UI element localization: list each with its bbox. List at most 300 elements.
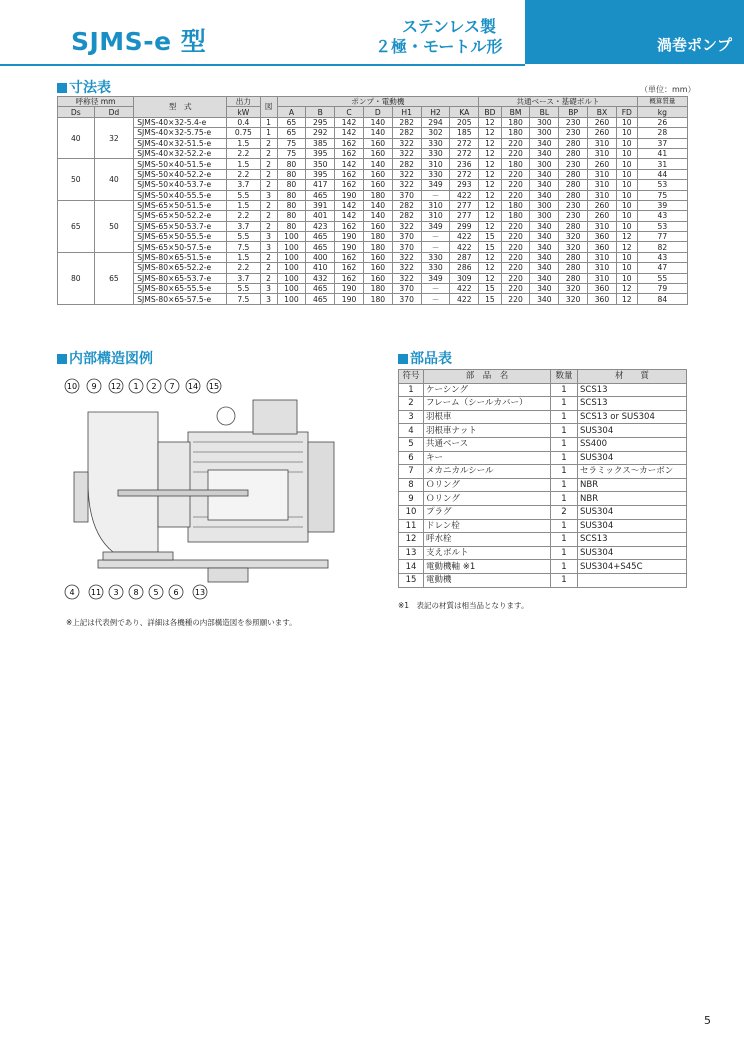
table-cell: 2	[260, 169, 277, 179]
table-cell: 310	[588, 252, 617, 262]
dimensions-table	[57, 96, 688, 305]
model-cell: SJMS-40×32-52.2-e	[134, 148, 227, 158]
table-cell: 12	[479, 273, 501, 283]
subtitle-material: ステンレス製	[402, 17, 497, 36]
table-row	[58, 138, 688, 148]
dim-col-header: BM	[501, 107, 530, 117]
table-cell: 230	[559, 200, 588, 210]
table-cell: 180	[363, 190, 392, 200]
part-material: SUS304	[578, 451, 687, 465]
table-cell: 220	[501, 242, 530, 252]
table-cell: 10	[616, 128, 637, 138]
nominal-dd: 50	[94, 200, 134, 252]
dim-col-header: H1	[392, 107, 421, 117]
table-cell: 286	[450, 263, 479, 273]
table-row	[399, 451, 687, 465]
part-material: セラミックス～カーボン	[578, 465, 687, 479]
part-material: SUS304	[578, 546, 687, 560]
table-cell: 10	[616, 169, 637, 179]
square-bullet-icon	[398, 354, 408, 364]
table-cell: 302	[421, 128, 450, 138]
table-cell: 7.5	[227, 294, 260, 304]
table-row	[58, 159, 688, 169]
table-cell: 10	[616, 273, 637, 283]
table-cell: 360	[588, 294, 617, 304]
callout-label: 3	[113, 588, 119, 597]
part-code: 1	[399, 383, 424, 397]
parts-header-material: 材 質	[578, 370, 687, 384]
table-cell: 160	[363, 263, 392, 273]
table-cell: 142	[335, 211, 364, 221]
part-name: フレーム（シールカバー）	[424, 397, 551, 411]
model-cell: SJMS-80×65-51.5-e	[134, 252, 227, 262]
dim-col-header: BP	[559, 107, 588, 117]
part-name: キー	[424, 451, 551, 465]
model-cell: SJMS-40×32-5.4-e	[134, 117, 227, 127]
table-cell: 180	[363, 294, 392, 304]
table-cell: 370	[392, 294, 421, 304]
part-qty: 2	[551, 505, 578, 519]
table-cell: 80	[277, 169, 306, 179]
callout-label: 15	[208, 382, 220, 391]
subtitle-type: ２極・モートル形	[375, 37, 503, 56]
part-name: メカニカルシール	[424, 465, 551, 479]
part-material: SUS304	[578, 505, 687, 519]
table-cell: 15	[479, 242, 501, 252]
part-name: 呼水栓	[424, 533, 551, 547]
table-cell: 84	[637, 294, 687, 304]
table-cell: 1.5	[227, 138, 260, 148]
table-row	[58, 242, 688, 252]
table-cell: 160	[363, 169, 392, 179]
callout-label: 14	[187, 382, 199, 391]
model-cell: SJMS-50×40-53.7-e	[134, 180, 227, 190]
callout-label: 5	[153, 588, 159, 597]
table-row	[399, 560, 687, 574]
table-cell: 2	[260, 263, 277, 273]
table-cell: －	[421, 242, 450, 252]
table-cell: 53	[637, 221, 687, 231]
part-code: 9	[399, 492, 424, 506]
table-cell: 39	[637, 200, 687, 210]
part-code: 4	[399, 424, 424, 438]
table-row	[58, 148, 688, 158]
table-cell: 220	[501, 263, 530, 273]
table-cell: 309	[450, 273, 479, 283]
table-cell: 140	[363, 159, 392, 169]
table-cell: 140	[363, 200, 392, 210]
model-cell: SJMS-65×50-57.5-e	[134, 242, 227, 252]
table-cell: 220	[501, 273, 530, 283]
parts-heading-text: 部品表	[410, 351, 452, 367]
table-cell: 360	[588, 284, 617, 294]
table-cell: 31	[637, 159, 687, 169]
table-cell: 162	[335, 169, 364, 179]
table-cell: 15	[479, 294, 501, 304]
model-cell: SJMS-50×40-55.5-e	[134, 190, 227, 200]
structure-heading-text: 内部構造図例	[69, 351, 153, 367]
table-row	[58, 180, 688, 190]
table-cell: 370	[392, 190, 421, 200]
table-cell: 10	[616, 252, 637, 262]
table-cell: 15	[479, 284, 501, 294]
table-cell: 360	[588, 242, 617, 252]
table-row	[58, 190, 688, 200]
table-cell: 160	[363, 221, 392, 231]
table-cell: －	[421, 284, 450, 294]
part-material: SUS304	[578, 519, 687, 533]
table-cell: 422	[450, 242, 479, 252]
table-cell: 220	[501, 232, 530, 242]
callout-label: 9	[91, 382, 97, 391]
table-cell: 260	[588, 200, 617, 210]
table-cell: 12	[479, 128, 501, 138]
table-cell: 3.7	[227, 180, 260, 190]
table-cell: 162	[335, 263, 364, 273]
table-cell: 3	[260, 294, 277, 304]
table-cell: 12	[479, 211, 501, 221]
table-cell: 465	[306, 242, 335, 252]
part-code: 6	[399, 451, 424, 465]
nominal-dd: 32	[94, 117, 134, 159]
table-cell: 417	[306, 180, 335, 190]
parts-header-code: 符号	[399, 370, 424, 384]
table-cell: 272	[450, 148, 479, 158]
table-cell: 330	[421, 169, 450, 179]
table-cell: 300	[530, 211, 559, 221]
table-cell: 41	[637, 148, 687, 158]
table-cell: 43	[637, 252, 687, 262]
table-cell: 162	[335, 221, 364, 231]
table-cell: 10	[616, 138, 637, 148]
table-cell: 320	[559, 242, 588, 252]
table-row	[58, 169, 688, 179]
table-cell: 5.5	[227, 232, 260, 242]
table-cell: 10	[616, 180, 637, 190]
table-cell: 80	[277, 200, 306, 210]
callout-label: 2	[151, 382, 157, 391]
callout-label: 4	[69, 588, 75, 597]
table-cell: 423	[306, 221, 335, 231]
table-cell: 75	[277, 148, 306, 158]
table-cell: 82	[637, 242, 687, 252]
parts-footnote: ※1 表記の材質は相当品となります。	[398, 601, 529, 610]
part-qty: 1	[551, 519, 578, 533]
table-cell: 360	[588, 232, 617, 242]
table-cell: 280	[559, 169, 588, 179]
part-code: 3	[399, 410, 424, 424]
table-cell: 180	[501, 211, 530, 221]
table-cell: 465	[306, 284, 335, 294]
table-cell: 12	[616, 294, 637, 304]
part-qty: 1	[551, 560, 578, 574]
table-cell: 65	[277, 128, 306, 138]
table-cell: 220	[501, 294, 530, 304]
header-pump-motor: ポンプ・電動機	[277, 97, 479, 107]
table-cell: 395	[306, 148, 335, 158]
nominal-ds: 40	[58, 117, 95, 159]
table-cell: 180	[363, 232, 392, 242]
part-name: ケーシング	[424, 383, 551, 397]
table-row	[399, 424, 687, 438]
table-cell: 299	[450, 221, 479, 231]
part-qty: 1	[551, 465, 578, 479]
table-cell: 320	[559, 294, 588, 304]
model-cell: SJMS-40×32-51.5-e	[134, 138, 227, 148]
table-cell: 12	[479, 117, 501, 127]
table-row	[58, 232, 688, 242]
table-cell: 0.75	[227, 128, 260, 138]
table-cell: 340	[530, 180, 559, 190]
table-cell: 3	[260, 242, 277, 252]
parts-heading	[398, 348, 452, 368]
model-cell: SJMS-65×50-55.5-e	[134, 232, 227, 242]
table-cell: 322	[392, 263, 421, 273]
table-cell: 280	[559, 138, 588, 148]
table-cell: 79	[637, 284, 687, 294]
callout-label: 6	[173, 588, 179, 597]
table-cell: 55	[637, 273, 687, 283]
part-qty: 1	[551, 533, 578, 547]
table-cell: 80	[277, 180, 306, 190]
table-cell: 142	[335, 117, 364, 127]
table-cell: 43	[637, 211, 687, 221]
table-cell: 220	[501, 221, 530, 231]
table-cell: 180	[501, 117, 530, 127]
table-row	[399, 533, 687, 547]
table-cell: 340	[530, 242, 559, 252]
table-cell: 220	[501, 148, 530, 158]
table-cell: －	[421, 232, 450, 242]
table-cell: 320	[559, 284, 588, 294]
table-cell: 190	[335, 294, 364, 304]
table-cell: 65	[277, 117, 306, 127]
table-cell: 349	[421, 273, 450, 283]
table-cell: 260	[588, 159, 617, 169]
table-cell: 160	[363, 252, 392, 262]
table-cell: 280	[559, 273, 588, 283]
part-name: Ｏリング	[424, 478, 551, 492]
table-cell: 53	[637, 180, 687, 190]
table-cell: 1.5	[227, 200, 260, 210]
callout-label: 10	[66, 382, 78, 391]
table-cell: 1	[260, 117, 277, 127]
table-cell: 180	[501, 200, 530, 210]
part-name: ドレン栓	[424, 519, 551, 533]
table-cell: 28	[637, 128, 687, 138]
table-cell: 320	[559, 232, 588, 242]
table-cell: 180	[363, 242, 392, 252]
table-cell: 10	[616, 148, 637, 158]
table-cell: 340	[530, 252, 559, 262]
part-material: SS400	[578, 437, 687, 451]
square-bullet-icon	[57, 83, 67, 93]
table-cell: 465	[306, 190, 335, 200]
part-qty: 1	[551, 546, 578, 560]
part-material: SCS13	[578, 533, 687, 547]
table-cell: 180	[501, 159, 530, 169]
table-cell: 142	[335, 200, 364, 210]
table-cell: 300	[530, 128, 559, 138]
dim-col-header: A	[277, 107, 306, 117]
table-cell: 300	[530, 200, 559, 210]
table-cell: 280	[559, 190, 588, 200]
table-row	[399, 519, 687, 533]
square-bullet-icon	[57, 354, 67, 364]
table-cell: 44	[637, 169, 687, 179]
table-cell: 100	[277, 284, 306, 294]
table-cell: 75	[277, 138, 306, 148]
header-rule	[0, 64, 525, 66]
table-cell: 322	[392, 252, 421, 262]
table-cell: 277	[450, 211, 479, 221]
table-cell: 340	[530, 232, 559, 242]
part-name: 共通ベース	[424, 437, 551, 451]
part-material: NBR	[578, 478, 687, 492]
category-banner	[525, 0, 744, 64]
table-cell: 330	[421, 263, 450, 273]
dim-col-header: B	[306, 107, 335, 117]
part-name: 羽根車ナット	[424, 424, 551, 438]
table-cell: 340	[530, 138, 559, 148]
header-figure: 図	[260, 97, 277, 118]
part-code: 2	[399, 397, 424, 411]
table-cell: 465	[306, 232, 335, 242]
table-cell: 12	[479, 148, 501, 158]
table-cell: 190	[335, 242, 364, 252]
table-cell: 10	[616, 211, 637, 221]
table-cell: 465	[306, 294, 335, 304]
table-cell: 77	[637, 232, 687, 242]
table-row	[58, 221, 688, 231]
table-cell: 422	[450, 190, 479, 200]
dim-col-header: BD	[479, 107, 501, 117]
table-cell: 280	[559, 263, 588, 273]
table-cell: 12	[616, 232, 637, 242]
table-cell: 422	[450, 232, 479, 242]
table-cell: 280	[559, 252, 588, 262]
table-cell: 162	[335, 180, 364, 190]
table-cell: 12	[479, 159, 501, 169]
page-title: SJMS-e 型	[71, 27, 207, 56]
table-cell: 2	[260, 211, 277, 221]
table-cell: 310	[588, 221, 617, 231]
table-cell: 230	[559, 128, 588, 138]
model-cell: SJMS-65×50-52.2-e	[134, 211, 227, 221]
table-cell: 295	[306, 117, 335, 127]
table-cell: 340	[530, 190, 559, 200]
part-code: 11	[399, 519, 424, 533]
table-cell: 1.5	[227, 252, 260, 262]
table-cell: 340	[530, 169, 559, 179]
table-cell: 5.5	[227, 284, 260, 294]
part-material: SCS13 or SUS304	[578, 410, 687, 424]
table-cell: 162	[335, 252, 364, 262]
model-cell: SJMS-40×32-5.75-e	[134, 128, 227, 138]
table-cell: 340	[530, 221, 559, 231]
table-row	[399, 397, 687, 411]
nominal-ds: 80	[58, 252, 95, 304]
table-cell: 220	[501, 284, 530, 294]
table-cell: 280	[559, 180, 588, 190]
table-row	[399, 465, 687, 479]
table-cell: 10	[616, 263, 637, 273]
table-cell: 322	[392, 148, 421, 158]
table-row	[399, 383, 687, 397]
parts-table	[398, 369, 687, 588]
parts-header-qty: 数量	[551, 370, 578, 384]
table-cell: 2.2	[227, 169, 260, 179]
table-row	[399, 546, 687, 560]
table-row	[58, 294, 688, 304]
table-cell: 80	[277, 159, 306, 169]
table-cell: 220	[501, 138, 530, 148]
table-cell: 310	[421, 200, 450, 210]
table-cell: 162	[335, 148, 364, 158]
table-cell: 7.5	[227, 242, 260, 252]
table-cell: 310	[588, 180, 617, 190]
table-row	[399, 492, 687, 506]
table-cell: 190	[335, 232, 364, 242]
table-cell: 282	[392, 128, 421, 138]
table-cell: 2.2	[227, 148, 260, 158]
table-cell: 300	[530, 159, 559, 169]
table-cell: 2.2	[227, 211, 260, 221]
table-cell: 287	[450, 252, 479, 262]
table-cell: 282	[392, 200, 421, 210]
page-number: 5	[704, 1014, 711, 1027]
table-row	[58, 117, 688, 127]
table-cell: 100	[277, 263, 306, 273]
dim-col-header: BL	[530, 107, 559, 117]
table-cell: 140	[363, 211, 392, 221]
part-material: SUS304+S45C	[578, 560, 687, 574]
nominal-ds: 50	[58, 159, 95, 201]
structure-heading	[57, 348, 153, 368]
table-cell: 0.4	[227, 117, 260, 127]
table-cell: 330	[421, 148, 450, 158]
structure-footnote: ※上記は代表例であり、詳細は各機種の内部構造図を参照願います。	[66, 618, 297, 627]
table-cell: 100	[277, 252, 306, 262]
part-qty: 1	[551, 573, 578, 587]
table-cell: 190	[335, 284, 364, 294]
nominal-ds: 65	[58, 200, 95, 252]
table-cell: 100	[277, 232, 306, 242]
parts-header-name: 部 品 名	[424, 370, 551, 384]
model-cell: SJMS-65×50-51.5-e	[134, 200, 227, 210]
table-row	[399, 573, 687, 587]
part-code: 7	[399, 465, 424, 479]
table-cell: 3.7	[227, 221, 260, 231]
table-cell: 330	[421, 138, 450, 148]
table-cell: 12	[479, 221, 501, 231]
dim-col-header: kW	[227, 107, 260, 117]
table-cell: 12	[616, 242, 637, 252]
table-cell: 160	[363, 180, 392, 190]
table-cell: 162	[335, 138, 364, 148]
part-qty: 1	[551, 437, 578, 451]
part-code: 14	[399, 560, 424, 574]
table-cell: 160	[363, 138, 392, 148]
table-cell: 47	[637, 263, 687, 273]
table-cell: 1.5	[227, 159, 260, 169]
table-cell: 230	[559, 211, 588, 221]
table-cell: 310	[588, 190, 617, 200]
table-cell: 260	[588, 211, 617, 221]
table-cell: 185	[450, 128, 479, 138]
table-cell: 12	[479, 263, 501, 273]
part-name: 支えボルト	[424, 546, 551, 560]
